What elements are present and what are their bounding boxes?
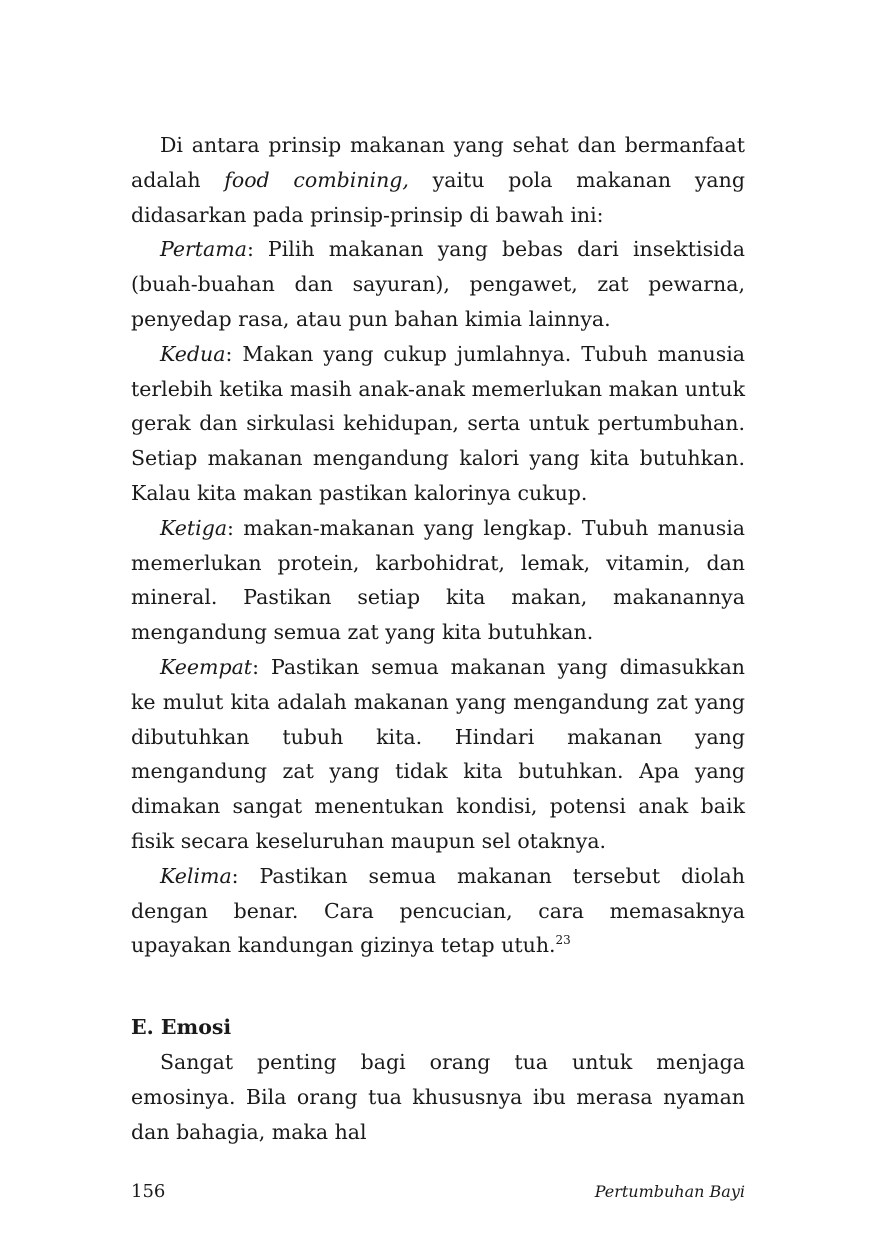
page-body xyxy=(131,128,745,1149)
intro-term: food combining, xyxy=(224,167,409,192)
principle-lead-1: Pertama xyxy=(160,237,247,262)
intro-paragraph xyxy=(131,128,745,232)
intro-text-before: Di antara prinsip makanan yang sehat dan bermanfaat adalah xyxy=(131,133,745,192)
page-number: 156 xyxy=(131,1181,166,1202)
principle-paragraph-1 xyxy=(131,232,745,336)
principle-lead-4: Keempat xyxy=(160,654,253,679)
principle-lead-2: Kedua xyxy=(160,341,226,366)
footnote-marker[interactable]: 23 xyxy=(555,933,571,948)
principle-text-5: : Pastikan semua makanan tersebut diolah dengan benar. Cara pencucian, cara memasaknya upayakan kandungan gizinya tetap utuh. xyxy=(131,863,745,958)
principle-text-2: : Makan yang cukup jumlahnya. Tubuh manusia terlebih ketika masih anak-anak memerlukan makan untuk gerak dan sirkulasi kehidupan, serta untuk pertumbuhan. Setiap makanan mengandung kalori yang kita butuhkan. Kalau kita makan pastikan kalorinya cukup. xyxy=(131,341,745,505)
principle-text-3: : makan-makanan yang lengkap. Tubuh manusia memerlukan protein, karbohidrat, lemak, vitamin, dan mineral. Pastikan setiap kita makan, makanannya mengandung semua zat yang kita butuhkan. xyxy=(131,515,745,645)
principle-text-4: : Pastikan semua makanan yang dimasukkan ke mulut kita adalah makanan yang mengandung zat yang dibutuhkan tubuh kita. Hindari makanan yang mengandung zat yang tidak kita butuhkan. Apa yang dimakan sangat menentukan kondisi, potensi anak baik fisik secara keseluruhan maupun sel otaknya. xyxy=(131,654,745,853)
intro-text-after: yaitu pola makanan yang didasarkan pada prinsip-prinsip di bawah ini: xyxy=(131,167,745,227)
section-heading: E. Emosi xyxy=(131,1015,232,1040)
principle-paragraph-3 xyxy=(131,511,745,650)
section-paragraph: Sangat penting bagi orang tua untuk menjaga emosinya. Bila orang tua khususnya ibu merasa nyaman dan bahagia, maka hal xyxy=(131,1049,745,1144)
principle-paragraph-2 xyxy=(131,337,745,511)
principle-paragraph-5 xyxy=(131,859,745,963)
page-footer xyxy=(131,1177,745,1207)
running-title: Pertumbuhan Bayi xyxy=(594,1182,745,1201)
principle-lead-3: Ketiga xyxy=(160,515,228,540)
principle-lead-5: Kelima xyxy=(160,863,232,888)
principle-paragraph-4 xyxy=(131,650,745,859)
principle-text-1: : Pilih makanan yang bebas dari insektisida (buah-buahan dan sayuran), pengawet, zat pewarna, penyedap rasa, atau pun bahan kimia lainnya. xyxy=(131,237,745,331)
